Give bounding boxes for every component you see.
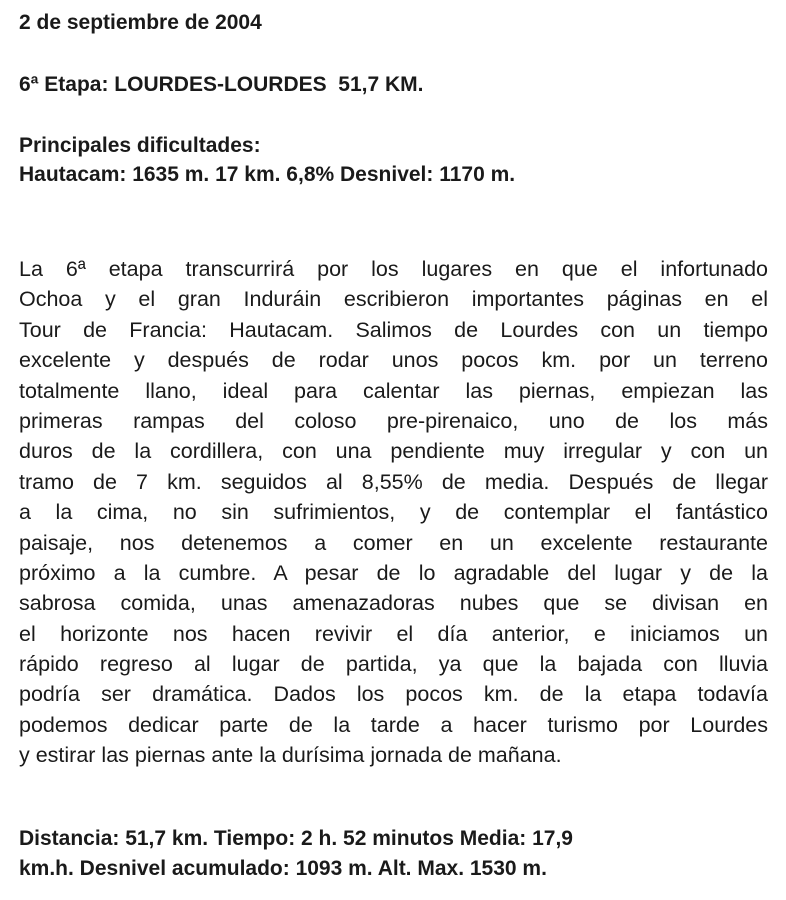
description-line: paisaje, nos detenemos a comer en un excelente restaurante	[19, 530, 768, 555]
stage-summary	[19, 824, 693, 884]
description-line: La 6ª etapa transcurrirá por los lugares en que el infortunado	[19, 257, 768, 281]
stage-description	[19, 254, 768, 771]
difficulties-section	[19, 131, 515, 189]
description-line: sabrosa comida, unas amenazadoras nubes que se divisan en	[19, 591, 768, 616]
document-page	[19, 0, 769, 900]
description-line: a la cima, no sin sufrimientos, y de contemplar el fantástico	[19, 500, 768, 525]
description-line: el horizonte nos hacen revivir el día anterior, e iniciamos un	[19, 621, 768, 646]
description-line: excelente y después de rodar unos pocos km. por un terreno	[19, 348, 768, 373]
difficulties-heading: Principales dificultades:	[19, 134, 261, 157]
description-line: rápido regreso al lugar de partida, ya que la bajada con lluvia	[19, 652, 768, 677]
difficulties-detail: Hautacam: 1635 m. 17 km. 6,8% Desnivel: 1170 m.	[19, 163, 516, 186]
description-line: Ochoa y el gran Induráin escribieron importantes páginas en el	[19, 287, 768, 312]
document-date: 2 de septiembre de 2004	[19, 11, 262, 34]
description-line: próximo a la cumbre. A pesar de lo agradable del lugar y de la	[19, 560, 768, 585]
description-line: primeras rampas del coloso pre-pirenaico, uno de los más	[19, 408, 768, 433]
summary-line: km.h. Desnivel acumulado: 1093 m. Alt. Max. 1530 m.	[19, 857, 547, 880]
description-line: y estirar las piernas ante la durísima jornada de mañana.	[19, 743, 562, 768]
stage-title: 6ª Etapa: LOURDES-LOURDES 51,7 KM.	[19, 73, 424, 96]
description-line: podría ser dramática. Dados los pocos km. de la etapa todavía	[19, 682, 768, 707]
description-line: tramo de 7 km. seguidos al 8,55% de media. Después de llegar	[19, 469, 768, 494]
description-line: Tour de Francia: Hautacam. Salimos de Lourdes con un tiempo	[19, 317, 768, 342]
description-line: totalmente llano, ideal para calentar las piernas, empiezan las	[19, 378, 768, 403]
summary-line: Distancia: 51,7 km. Tiempo: 2 h. 52 minutos Media: 17,9	[19, 827, 573, 850]
description-line: podemos dedicar parte de la tarde a hacer turismo por Lourdes	[19, 712, 768, 737]
description-line: duros de la cordillera, con una pendiente muy irregular y con un	[19, 439, 768, 464]
